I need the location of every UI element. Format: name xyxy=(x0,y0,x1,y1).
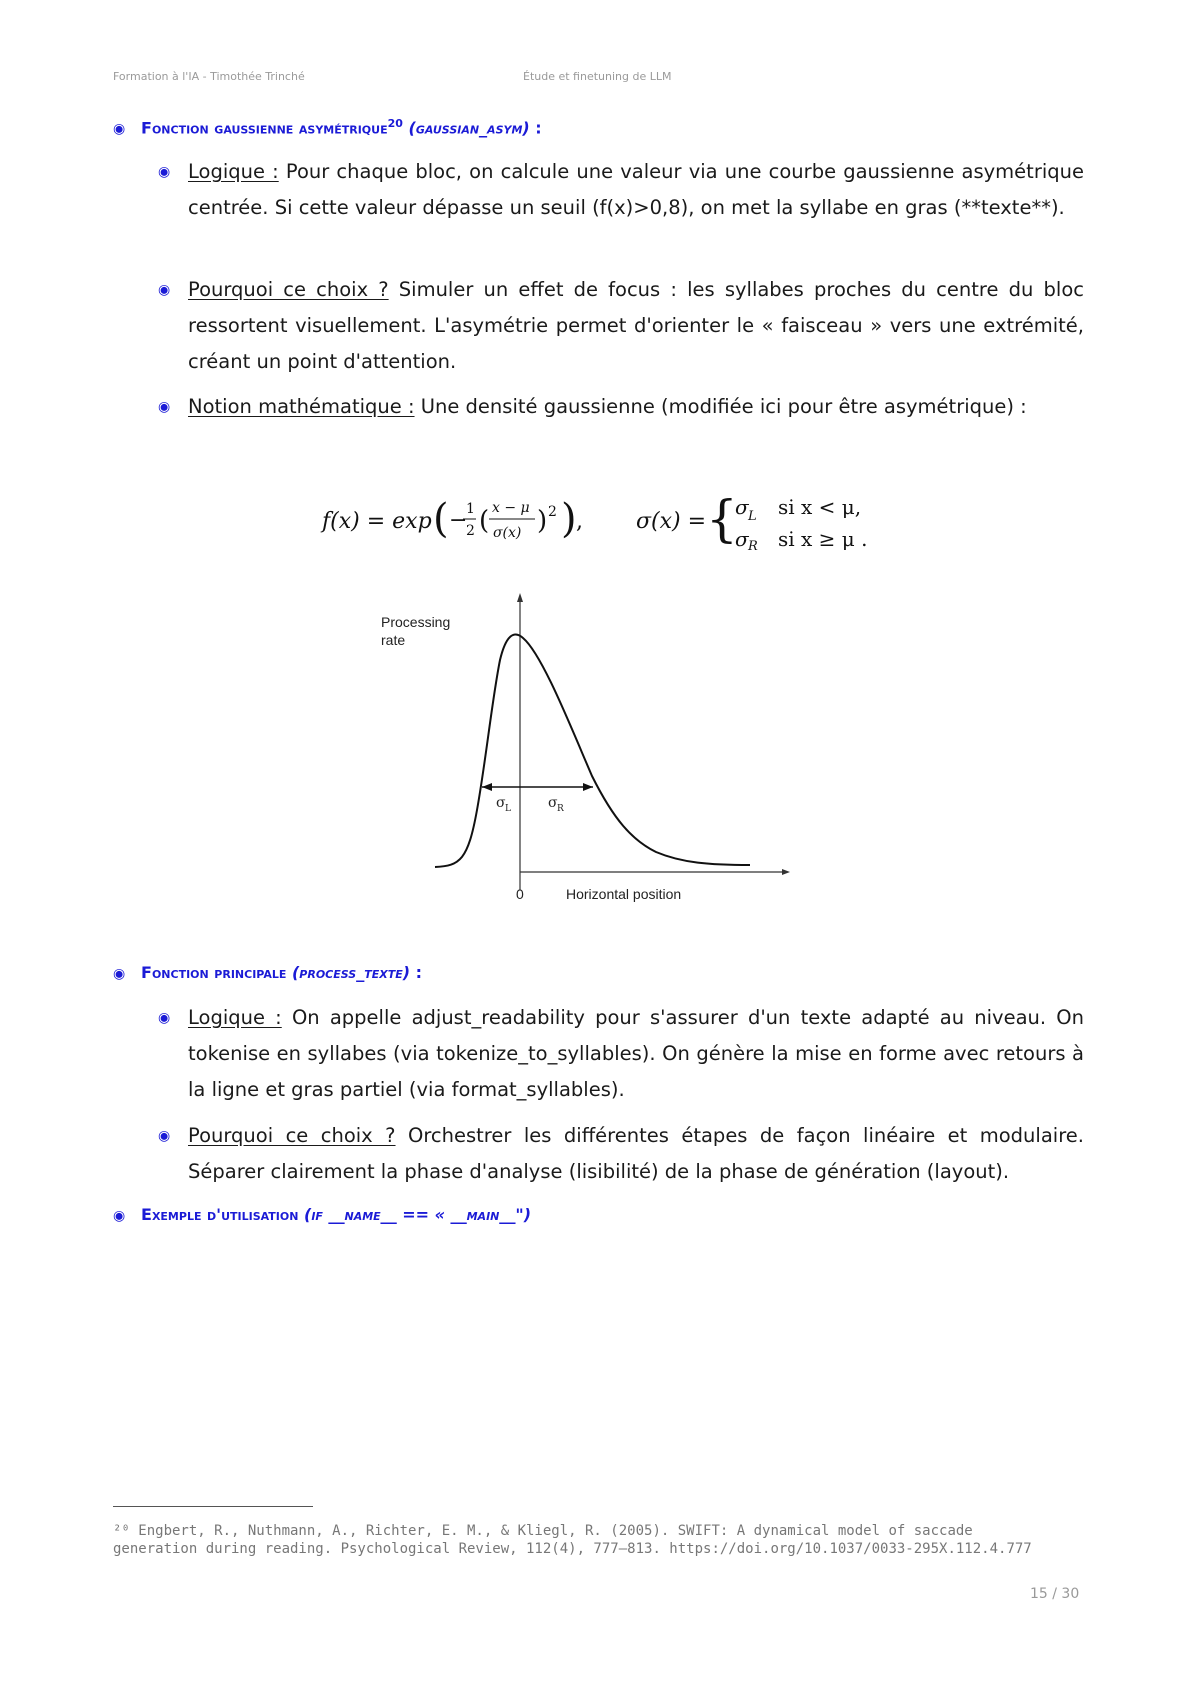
minus: − xyxy=(449,508,468,533)
arrow-right-icon xyxy=(583,783,593,791)
item-label: Logique : xyxy=(188,160,279,183)
half-num: 1 xyxy=(466,501,475,517)
section-heading-principale: ◉ Fonction principale (process_texte) : xyxy=(113,963,423,982)
case1-sub: L xyxy=(748,509,757,524)
half-den: 2 xyxy=(466,523,475,539)
bullet-icon: ◉ xyxy=(158,164,171,180)
formula-sigma-lhs: σ(x) = xyxy=(636,509,707,534)
paren: ( xyxy=(479,506,490,536)
list-item xyxy=(158,1118,1084,1190)
bullet-icon: ◉ xyxy=(113,1208,126,1224)
footnote-divider xyxy=(113,1506,313,1507)
sigma-l-sub: L xyxy=(505,804,511,814)
item-label: Pourquoi ce choix ? xyxy=(188,1124,396,1147)
paren: ) xyxy=(537,506,548,536)
page-number: 15 / 30 xyxy=(1030,1586,1080,1602)
formula-f-lhs: f(x) = exp xyxy=(322,509,432,534)
bullet-icon: ◉ xyxy=(158,399,171,415)
list-item xyxy=(158,1000,1084,1108)
zero-tick-label: 0 xyxy=(516,886,524,902)
case1-val: σ xyxy=(735,495,749,519)
item-text: Simuler un effet de focus : les syllabes proches du centre du bloc ressortent visuellement. L'asymétrie permet d'orienter le « faisceau » vers une extrémité, créant un point d'attention. xyxy=(188,278,1084,373)
ylabel-line2: rate xyxy=(381,632,406,648)
case2-sub: R xyxy=(748,539,758,554)
frac-num: x − μ xyxy=(492,500,530,516)
footnote: ²⁰ Engbert, R., Nuthmann, A., Richter, E. M., & Kliegl, R. (2005). SWIFT: A dynamical model of saccade generation during reading. Psychological Review, 112(4), 777–813. https://doi.org/10.1037/0033-295X.112.4.777 xyxy=(113,1523,1032,1557)
x-axis-arrow-icon xyxy=(782,869,790,875)
item-label: Notion mathématique : xyxy=(188,395,415,418)
section-heading-exemple: ◉ Exemple d'utilisation (if __name__ == « __main__") xyxy=(113,1205,532,1224)
bullet-icon: ◉ xyxy=(113,121,126,138)
list-item xyxy=(158,154,1084,226)
y-axis-arrow-icon xyxy=(517,593,523,602)
item-text: On appelle adjust_readability pour s'assurer d'un texte adapté au niveau. On tokenise en syllabes (via tokenize_to_syllables). On génère la mise en forme avec retours à la ligne et gras partiel (via format_syllables). xyxy=(188,1006,1084,1101)
bullet-icon: ◉ xyxy=(158,282,171,298)
case2-cond: si x ≥ μ . xyxy=(778,527,868,551)
list-item xyxy=(158,272,1084,380)
list-item xyxy=(158,389,1084,425)
sigma-r-sub: R xyxy=(557,804,564,814)
bullet-icon: ◉ xyxy=(113,966,126,982)
paren: ) xyxy=(561,496,577,542)
paren: ( xyxy=(433,496,449,542)
gaussian-curve xyxy=(435,634,750,867)
bullet-icon: ◉ xyxy=(158,1128,171,1144)
section-heading-gaussian: ◉ Fonction gaussienne asymétrique$^{20}$ (gaussian_asym) : xyxy=(113,117,542,138)
item-text: Une densité gaussienne (modifiée ici pour être asymétrique) : xyxy=(414,395,1027,418)
sigma-l-label: σ xyxy=(496,795,506,811)
footnote-ref[interactable]: 20 xyxy=(387,117,403,130)
gaussian-figure xyxy=(381,590,800,924)
exponent: 2 xyxy=(548,504,557,520)
sigma-r-label: σ xyxy=(548,795,558,811)
case1-cond: si x < μ, xyxy=(778,495,862,519)
header-author: Formation à l'IA - Timothée Trinché xyxy=(113,70,305,83)
math-formula xyxy=(0,480,1191,554)
item-text: Orchestrer les différentes étapes de façon linéaire et modulaire. Séparer clairement la phase d'analyse (lisibilité) de la phase de génération (layout). xyxy=(188,1124,1084,1183)
ylabel-line1: Processing xyxy=(381,614,451,630)
header-title: Étude et finetuning de LLM xyxy=(523,70,672,83)
item-label: Pourquoi ce choix ? xyxy=(188,278,389,301)
frac-den: σ(x) xyxy=(493,525,522,541)
brace: { xyxy=(706,490,738,548)
bullet-icon: ◉ xyxy=(158,1010,171,1026)
case2-val: σ xyxy=(735,527,749,551)
arrow-left-icon xyxy=(482,783,492,791)
comma: , xyxy=(576,509,583,534)
xlabel: Horizontal position xyxy=(566,886,682,902)
item-text: Pour chaque bloc, on calcule une valeur via une courbe gaussienne asymétrique centrée. Si cette valeur dépasse un seuil (f(x)>0,8), on met la syllabe en gras (**texte**). xyxy=(188,160,1084,219)
item-label: Logique : xyxy=(188,1006,282,1029)
